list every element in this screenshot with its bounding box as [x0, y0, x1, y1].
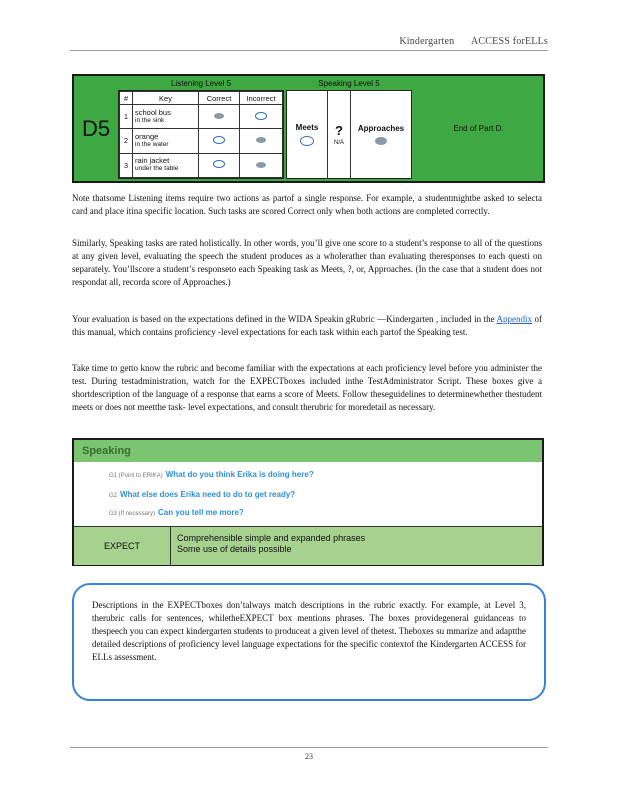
col-key: Key [133, 92, 199, 105]
row-key [133, 153, 199, 177]
key-line2: in the water [135, 140, 169, 148]
appendix-link[interactable]: Appendix [496, 314, 533, 324]
speaking-question [109, 470, 314, 479]
correct-cell[interactable] [199, 153, 240, 177]
col-incorrect: Incorrect [240, 92, 283, 105]
approaches-oval-icon[interactable] [375, 137, 387, 145]
header-grade: Kindergarten [399, 36, 455, 47]
d5-scoring-table [72, 74, 545, 183]
page-header [385, 36, 548, 47]
note-box: Descriptions in the EXPECTboxes don’talways match descriptions in the rubric exactly. For example, at Level 3, therubric calls for sentences, whiletheEXPECT box mentions phrases. The boxes providegeneral guidanceas to thespeech you can expect kindergarten students to produceat a given level of thetest. Theboxes su mmarize and adaptthe detailed descriptions of proficiency level language expectations for the specific contextof the Kindergarten ACCESS for ELLs assessment. [72, 583, 546, 701]
end-of-part-label: End of Part D. [453, 124, 504, 133]
row-num: 3 [120, 153, 133, 177]
page-number: 23 [305, 752, 313, 761]
col-correct: Correct [199, 92, 240, 105]
listening-section [118, 76, 284, 181]
speaking-section [286, 76, 412, 181]
meets-oval-icon[interactable] [300, 136, 314, 146]
unsure-column [328, 91, 351, 178]
table-row [120, 105, 283, 129]
expect-row [74, 526, 542, 565]
paragraph-rubric [72, 313, 542, 339]
paragraph-speaking-holistic: Similarly, Speaking tasks are rated holistically. In other words, you’ll give one score to a student’s response to all of the questions at any given level, evaluating the speech the student produces as a wholerather than evaluating theresponses to each questi on separately. You’llscore a student’s responseto each Speaking task as Meets, ?, or, Approaches. (In the case that a student does not respondat all, recorda score of Approaches.) [72, 238, 542, 287]
correct-oval-filled-icon[interactable] [214, 113, 224, 119]
speaking-question [109, 490, 295, 499]
d5-label: D5 [81, 115, 111, 141]
question-text: Can you tell me more? [158, 508, 244, 517]
paragraph-rubric-text-a: Your evaluation is based on the expectations defined in the WIDA Speakin gRubric —Kindergarten , included in the [72, 314, 497, 324]
expect-label: EXPECT [74, 527, 171, 565]
approaches-column[interactable] [351, 91, 411, 178]
speaking-box-title: Speaking [74, 440, 542, 462]
key-line1: orange [135, 131, 159, 141]
meets-label: Meets [295, 123, 319, 132]
listening-header-row [120, 92, 283, 105]
speaking-expect-box [72, 438, 544, 566]
question-mark-label: ? [335, 123, 343, 138]
approaches-label: Approaches [357, 124, 405, 133]
col-num: # [120, 92, 133, 105]
header-test: ACCESS forELLs [471, 36, 548, 47]
row-num: 1 [120, 105, 133, 129]
meets-column[interactable] [287, 91, 328, 178]
row-num: 2 [120, 129, 133, 153]
incorrect-cell[interactable] [240, 105, 283, 129]
expect-description [171, 527, 371, 565]
question-text: What do you think Erika is doing here? [165, 470, 314, 479]
row-key [133, 105, 199, 129]
key-line1: school bus [135, 107, 171, 117]
incorrect-cell[interactable] [240, 153, 283, 177]
speaking-question [109, 508, 244, 517]
question-tag: G1 (Point to ERIKA) [109, 473, 163, 479]
correct-oval-empty-icon[interactable] [213, 136, 225, 144]
table-row [120, 153, 283, 177]
key-line2: in the sink [135, 116, 165, 124]
correct-cell[interactable] [199, 129, 240, 153]
expect-line1: Comprehensible simple and expanded phrases [177, 533, 366, 543]
incorrect-cell[interactable] [240, 129, 283, 153]
speaking-header: Speaking Level 5 [318, 78, 380, 88]
expect-line2: Some use of details possible [177, 544, 292, 554]
paragraph-listening-actions: Note thatsome Listening items require two actions as partof a single response. For example, a studentmightbe asked to selecta card and place itina specific location. Such tasks are scored Correct only when both actions are completed correctly. [72, 193, 542, 216]
paragraph-rubric-text-b: of this manual, which contains proficiency -level expectations for each task within each partof the Speaking test. [72, 314, 542, 337]
listening-grid [118, 90, 284, 179]
header-rule [70, 50, 548, 51]
incorrect-oval-filled-icon[interactable] [256, 137, 266, 143]
paragraph-expect-boxes: Take time to getto know the rubric and become familiar with the expectations at each proficiency level before you administer the test. During testadministration, watch for the EXPECTboxes included inthe TestAdministrator Script. These boxes give a shortdescription of the language of a response that earns a score of Meets. Follow theseguidelines to determinewhether thestudent meets or does not meetthe task- level expectations, and consult therubric for moredetail as necessary. [72, 363, 542, 412]
listening-header: Listening Level 5 [170, 78, 232, 88]
table-row [120, 129, 283, 153]
question-text: What else does Erika need to do to get ready? [120, 490, 296, 499]
footer-rule [70, 747, 548, 748]
question-tag: G3 (If necessary) [109, 511, 156, 517]
question-tag: G2 [109, 493, 118, 499]
speaking-grid [286, 90, 412, 179]
correct-cell[interactable] [199, 105, 240, 129]
incorrect-oval-filled-icon[interactable] [256, 162, 266, 168]
na-label: N/A [333, 140, 344, 146]
row-key [133, 129, 199, 153]
correct-oval-empty-icon[interactable] [213, 160, 225, 168]
key-line1: rain jacket [135, 156, 170, 166]
key-line2: under the table [135, 165, 179, 173]
incorrect-oval-empty-icon[interactable] [255, 112, 267, 120]
